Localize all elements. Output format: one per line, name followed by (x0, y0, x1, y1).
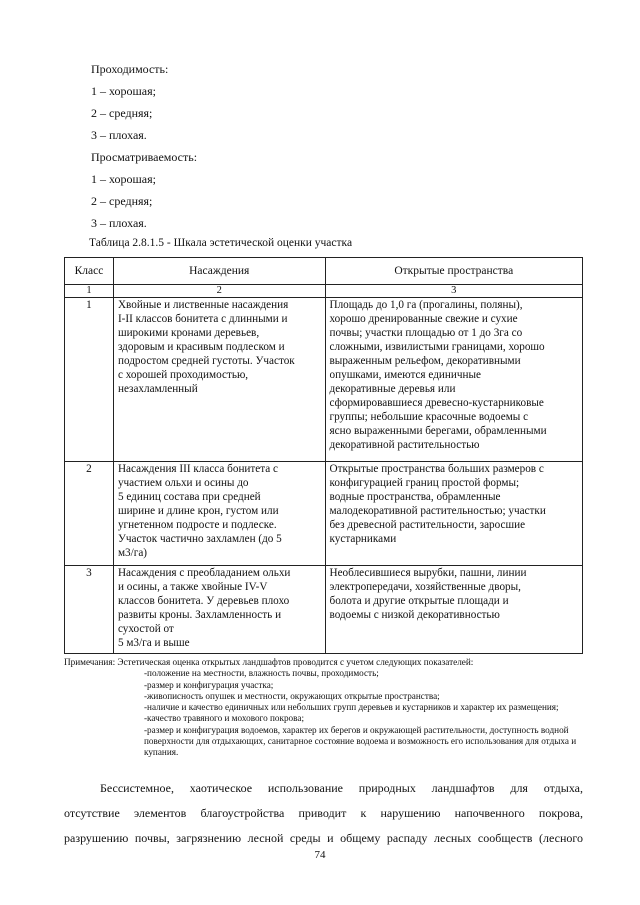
table-row (65, 566, 583, 654)
paragraph-text: отсутствие элементов благоустройства приводит к нарушению напочвенного покрова, (64, 806, 583, 820)
header-plantings: Насаждения (113, 258, 325, 285)
note-item: -положение на местности, влажность почвы, проходимость; (144, 668, 379, 679)
class-cell: 2 (65, 462, 114, 566)
notes-heading: Примечания: Эстетическая оценка открытых ландшафтов проводится с учетом следующих показателей: (64, 657, 474, 667)
paragraph-text: Бессистемное, хаотическое использование природных ландшафтов для отдыха, (100, 781, 583, 795)
open-spaces-cell: Открытые пространства больших размеров с конфигурацией границ простой формы; водные пространства, обрамленные малодекоративной растительностью; участки без древесной растительности, заросшие кустарниками (325, 462, 582, 566)
table-header-row (65, 258, 583, 285)
visibility-item-1: 1 – хорошая; (91, 172, 156, 186)
note-item: -наличие и качество единичных или небольших групп деревьев и кустарников и характер их размещения; (144, 702, 559, 713)
passability-heading: Проходимость: (91, 62, 169, 76)
note-item: -качество травяного и мохового покрова; (144, 713, 304, 724)
open-spaces-cell: Необлесившиеся вырубки, пашни, линии электропередачи, хозяйственные дворы, болота и другие открытые площади и водоемы с низкой декоративностью (325, 566, 582, 654)
table-notes (64, 657, 584, 759)
visibility-heading: Просматриваемость: (91, 150, 198, 164)
aesthetic-scale-table (64, 257, 583, 654)
passability-item-1: 1 – хорошая; (91, 84, 156, 98)
open-spaces-cell: Площадь до 1,0 га (прогалины, поляны), хорошо дренированные свежие и сухие почвы; участки площадью от 1 до 3га со сложными, извилистыми границами, хорошо выраженным рельефом, декоративными опушками, имеются единичные декоративные деревья или сформировавшиеся древесно-кустарниковые группы; небольшие красочные водоемы с ясно выраженными берегами, обрамленными декоративной растительностью (325, 298, 582, 462)
visibility-item-2: 2 – средняя; (91, 194, 153, 208)
table-row (65, 298, 583, 462)
body-paragraph-line-2 (64, 806, 583, 821)
page-number: 74 (314, 849, 326, 861)
plantings-cell: Насаждения с преобладанием ольхи и осины, а также хвойные IV-V классов бонитета. У деревьев плохо развиты кроны. Захламленность и сухостой от 5 м3/га и выше (113, 566, 325, 654)
plantings-cell: Насаждения III класса бонитета с участием ольхи и осины до 5 единиц состава при средней ширине и длине крон, густом или угнетенном подросте и подлеске. Участок частично захламлен (до 5 м3/га) (113, 462, 325, 566)
class-cell: 1 (65, 298, 114, 462)
header-class: Класс (65, 258, 114, 285)
body-paragraph-line-3 (64, 831, 583, 846)
index-cell: 1 (65, 285, 114, 298)
body-paragraph-line-1 (64, 781, 583, 796)
table-caption: Таблица 2.8.1.5 - Шкала эстетической оценки участка (89, 237, 353, 249)
table-row (65, 462, 583, 566)
note-item: -размер и конфигурация водоемов, характер их берегов и окружающей растительности, доступность водной поверхности для отдыхающих, санитарное состояние водоема и возможность его использования для отдыха и купания. (144, 724, 577, 758)
table-index-row (65, 285, 583, 298)
passability-item-3: 3 – плохая. (91, 128, 147, 142)
plantings-cell: Хвойные и лиственные насаждения I-II классов бонитета с длинными и широкими кронами деревьев, здоровым и красивым подлеском и подростом средней густоты. Участок с хорошей проходимостью, незахламленный (113, 298, 325, 462)
index-cell: 2 (113, 285, 325, 298)
class-cell: 3 (65, 566, 114, 654)
passability-item-2: 2 – средняя; (91, 106, 153, 120)
visibility-item-3: 3 – плохая. (91, 216, 147, 230)
header-open-spaces: Открытые пространства (325, 258, 582, 285)
index-cell: 3 (325, 285, 582, 298)
paragraph-text: разрушению почвы, загрязнению лесной среды и общему распаду лесных сообществ (лесного (64, 831, 583, 845)
note-item: -размер и конфигурация участка; (144, 679, 274, 690)
note-item: -живописность опушек и местности, окружающих открытые пространства; (144, 690, 440, 701)
